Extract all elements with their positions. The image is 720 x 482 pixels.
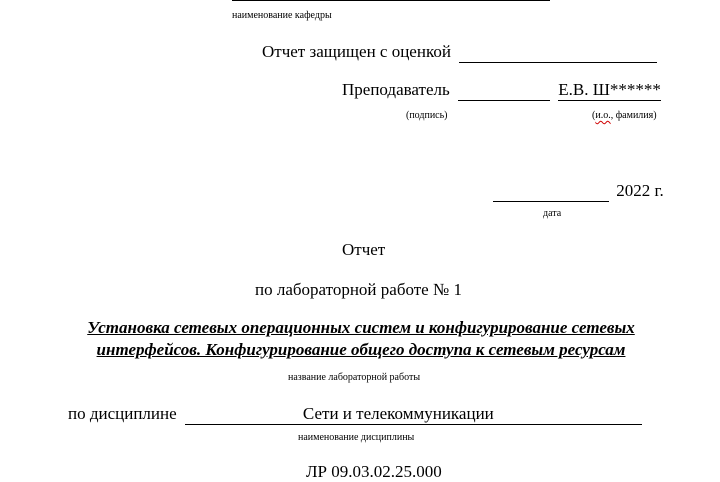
discipline-value: Сети и телекоммуникации bbox=[302, 404, 494, 423]
lab-name-line-2: интерфейсов. Конфигурирование общего доступа к сетевым ресурсам bbox=[96, 340, 626, 359]
grade-blank bbox=[459, 42, 657, 63]
department-name-line bbox=[232, 0, 550, 1]
grade-row bbox=[262, 42, 657, 63]
date-blank bbox=[493, 181, 609, 202]
initials-io-text: и.о. bbox=[595, 110, 611, 121]
lab-name-caption: название лабораторной работы bbox=[288, 372, 421, 383]
teacher-label: Преподаватель bbox=[342, 80, 450, 99]
lab-name-line-1: Установка сетевых операционных систем и конфигурирование сетевых bbox=[87, 318, 635, 337]
discipline-caption: наименование дисциплины bbox=[298, 432, 415, 443]
discipline-row bbox=[68, 404, 642, 425]
initials-caption: (и.о., фамилия) bbox=[592, 110, 657, 121]
grade-label: Отчет защищен с оценкой bbox=[262, 42, 451, 61]
date-year: 2022 г. bbox=[616, 181, 664, 200]
teacher-row bbox=[342, 80, 661, 101]
report-title: Отчет bbox=[342, 240, 386, 259]
discipline-label: по дисциплине bbox=[68, 404, 177, 423]
date-row bbox=[493, 181, 664, 202]
signature-blank bbox=[458, 80, 550, 101]
teacher-name: Е.В. Ш****** bbox=[558, 80, 661, 99]
document-code: ЛР 09.03.02.25.000 bbox=[306, 462, 442, 481]
lab-line: по лабораторной работе № 1 bbox=[255, 280, 462, 299]
department-caption: наименование кафедры bbox=[232, 10, 332, 21]
signature-caption: (подпись) bbox=[406, 110, 448, 121]
discipline-value-field bbox=[185, 404, 642, 425]
date-caption: дата bbox=[543, 208, 562, 219]
